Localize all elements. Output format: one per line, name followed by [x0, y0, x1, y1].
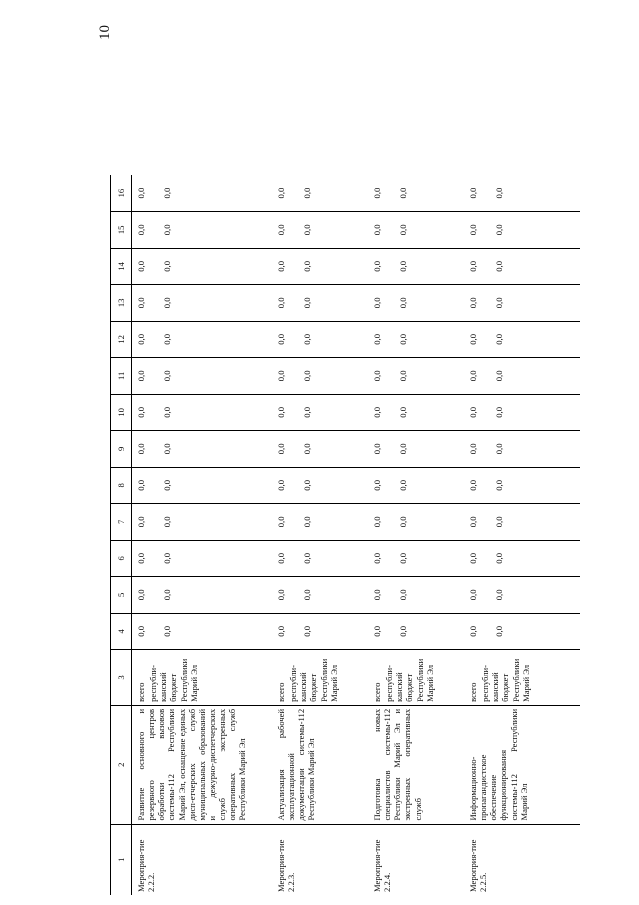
rotated-table-wrapper [110, 175, 565, 895]
budget-value: 0,0 [494, 552, 505, 564]
value-cell [132, 248, 273, 285]
source-total-label: всего [468, 682, 478, 702]
value-cell [464, 431, 580, 468]
budget-value: 0,0 [162, 333, 173, 345]
value-cell [272, 431, 368, 468]
total-value: 0,0 [276, 443, 286, 455]
budget-value: 0,0 [162, 516, 173, 528]
total-value: 0,0 [276, 625, 286, 637]
budget-value: 0,0 [162, 625, 173, 637]
column-header: 13 [111, 285, 132, 322]
value-cell [272, 248, 368, 285]
column-header: 4 [111, 613, 132, 650]
budget-value: 0,0 [302, 625, 313, 637]
value-cell [132, 358, 273, 395]
total-value: 0,0 [276, 333, 286, 345]
value-cell [368, 212, 464, 249]
total-value: 0,0 [372, 516, 382, 528]
column-header: 3 [111, 650, 132, 706]
value-cell [464, 321, 580, 358]
total-value: 0,0 [136, 516, 146, 528]
budget-value: 0,0 [162, 406, 173, 418]
value-cell [368, 248, 464, 285]
total-value: 0,0 [136, 443, 146, 455]
budget-value: 0,0 [398, 260, 409, 272]
total-value: 0,0 [372, 406, 382, 418]
total-value: 0,0 [276, 406, 286, 418]
column-header: 2 [111, 705, 132, 824]
budget-value: 0,0 [302, 479, 313, 491]
column-header: 7 [111, 504, 132, 541]
value-cell [368, 467, 464, 504]
value-cell [368, 504, 464, 541]
value-cell [132, 540, 273, 577]
budget-value: 0,0 [398, 406, 409, 418]
column-header: 8 [111, 467, 132, 504]
total-value: 0,0 [468, 370, 478, 382]
budget-value: 0,0 [398, 479, 409, 491]
measure-code: Мероприя-тие 2.2.5. [468, 839, 489, 892]
budget-value: 0,0 [162, 187, 173, 199]
column-header: 6 [111, 540, 132, 577]
value-cell [272, 504, 368, 541]
value-cell [132, 431, 273, 468]
budget-value: 0,0 [302, 589, 313, 601]
total-value: 0,0 [372, 370, 382, 382]
budget-value: 0,0 [398, 224, 409, 236]
source-total-label: всего [372, 682, 382, 702]
total-value: 0,0 [136, 224, 146, 236]
budget-value: 0,0 [302, 187, 313, 199]
value-cell [368, 358, 464, 395]
value-cell [272, 358, 368, 395]
value-cell [132, 175, 273, 212]
total-value: 0,0 [468, 552, 478, 564]
measure-code: Мероприя-тие 2.2.4. [372, 839, 393, 892]
total-value: 0,0 [276, 589, 286, 601]
funding-source [464, 650, 580, 706]
value-cell [368, 175, 464, 212]
total-value: 0,0 [468, 589, 478, 601]
budget-value: 0,0 [302, 443, 313, 455]
budget-value: 0,0 [494, 443, 505, 455]
value-cell [464, 358, 580, 395]
budget-value: 0,0 [494, 333, 505, 345]
total-value: 0,0 [372, 479, 382, 491]
budget-value: 0,0 [494, 625, 505, 637]
budget-value: 0,0 [302, 552, 313, 564]
budget-value: 0,0 [162, 224, 173, 236]
budget-value: 0,0 [162, 552, 173, 564]
total-value: 0,0 [468, 224, 478, 236]
budget-value: 0,0 [162, 260, 173, 272]
column-header: 12 [111, 321, 132, 358]
total-value: 0,0 [372, 443, 382, 455]
source-budget-label: республи-канский бюджет Республики Марий Эл [384, 658, 435, 702]
value-cell [272, 467, 368, 504]
column-header: 16 [111, 175, 132, 212]
budget-value: 0,0 [398, 625, 409, 637]
budget-value: 0,0 [494, 516, 505, 528]
total-value: 0,0 [136, 479, 146, 491]
measure-code: Мероприя-тие 2.2.3. [276, 839, 297, 892]
table-row [464, 175, 580, 895]
value-cell [464, 613, 580, 650]
budget-value: 0,0 [398, 443, 409, 455]
total-value: 0,0 [276, 370, 286, 382]
table-row [368, 175, 464, 895]
total-value: 0,0 [276, 260, 286, 272]
total-value: 0,0 [136, 552, 146, 564]
value-cell [464, 540, 580, 577]
total-value: 0,0 [276, 479, 286, 491]
funding-source [272, 650, 368, 706]
value-cell [272, 540, 368, 577]
funding-source [132, 650, 273, 706]
value-cell [464, 175, 580, 212]
source-total-label: всего [276, 682, 286, 702]
column-header: 9 [111, 431, 132, 468]
value-cell [132, 467, 273, 504]
measure-description: Информационно-пропагандистское обеспечение функционирования системы-112 Республики Марий Эл [464, 705, 580, 824]
total-value: 0,0 [468, 187, 478, 199]
budget-table [110, 175, 580, 895]
value-cell [368, 285, 464, 322]
budget-value: 0,0 [494, 187, 505, 199]
total-value: 0,0 [372, 260, 382, 272]
budget-value: 0,0 [494, 297, 505, 309]
total-value: 0,0 [468, 406, 478, 418]
column-header: 15 [111, 212, 132, 249]
value-cell [272, 212, 368, 249]
column-header: 14 [111, 248, 132, 285]
table-row [272, 175, 368, 895]
value-cell [132, 212, 273, 249]
value-cell [272, 613, 368, 650]
value-cell [132, 321, 273, 358]
total-value: 0,0 [372, 187, 382, 199]
source-budget-label: республи-канский бюджет Республики Марий Эл [288, 658, 339, 702]
budget-value: 0,0 [302, 370, 313, 382]
header-row [111, 175, 132, 895]
source-budget-label: республи-канский бюджет Республики Марий Эл [148, 658, 199, 702]
value-cell [272, 175, 368, 212]
measure-description: Актуализация рабочей эксплуатационной документации системы-112 Республики Марий Эл [272, 705, 368, 824]
total-value: 0,0 [136, 589, 146, 601]
value-cell [464, 504, 580, 541]
budget-value: 0,0 [398, 370, 409, 382]
total-value: 0,0 [136, 406, 146, 418]
column-header: 10 [111, 394, 132, 431]
budget-value: 0,0 [398, 297, 409, 309]
value-cell [368, 540, 464, 577]
budget-value: 0,0 [162, 370, 173, 382]
column-header: 5 [111, 577, 132, 614]
budget-value: 0,0 [494, 370, 505, 382]
total-value: 0,0 [372, 333, 382, 345]
total-value: 0,0 [372, 552, 382, 564]
budget-value: 0,0 [398, 516, 409, 528]
value-cell [464, 467, 580, 504]
total-value: 0,0 [276, 516, 286, 528]
budget-value: 0,0 [162, 443, 173, 455]
measure-code: Мероприя-тие 2.2.2. [136, 839, 157, 892]
value-cell [132, 504, 273, 541]
value-cell [132, 394, 273, 431]
column-header: 1 [111, 824, 132, 895]
budget-value: 0,0 [302, 333, 313, 345]
value-cell [272, 577, 368, 614]
budget-value: 0,0 [494, 589, 505, 601]
budget-value: 0,0 [494, 224, 505, 236]
value-cell [368, 394, 464, 431]
budget-value: 0,0 [162, 589, 173, 601]
budget-value: 0,0 [302, 406, 313, 418]
total-value: 0,0 [372, 589, 382, 601]
budget-value: 0,0 [494, 406, 505, 418]
value-cell [368, 321, 464, 358]
total-value: 0,0 [276, 187, 286, 199]
total-value: 0,0 [276, 224, 286, 236]
budget-value: 0,0 [494, 479, 505, 491]
total-value: 0,0 [468, 297, 478, 309]
budget-value: 0,0 [398, 552, 409, 564]
value-cell [464, 212, 580, 249]
source-budget-label: республи-канский бюджет Республики Марий Эл [480, 658, 531, 702]
total-value: 0,0 [276, 297, 286, 309]
total-value: 0,0 [136, 333, 146, 345]
value-cell [464, 577, 580, 614]
budget-value: 0,0 [494, 260, 505, 272]
budget-value: 0,0 [398, 589, 409, 601]
value-cell [368, 431, 464, 468]
page-number: 10 [97, 25, 113, 40]
measure-description: Подготовка новых специалистов системы-112 Республики Марий Эл и экстренных оперативных служб [368, 705, 464, 824]
measure-description: Развитие основного и резервного центров обработки вызовов системы-112 Республики Марий Эл, оснащение единых дисп-етчерских служб муниципальных образований и дежурно-диспетчерских служб экстренных оперативных служб Республики Марий Эл [132, 705, 273, 824]
value-cell [368, 613, 464, 650]
value-cell [464, 248, 580, 285]
total-value: 0,0 [468, 516, 478, 528]
total-value: 0,0 [136, 260, 146, 272]
total-value: 0,0 [372, 224, 382, 236]
total-value: 0,0 [276, 552, 286, 564]
total-value: 0,0 [468, 333, 478, 345]
total-value: 0,0 [468, 479, 478, 491]
budget-value: 0,0 [302, 224, 313, 236]
value-cell [272, 285, 368, 322]
budget-value: 0,0 [162, 479, 173, 491]
value-cell [464, 285, 580, 322]
budget-value: 0,0 [398, 333, 409, 345]
budget-value: 0,0 [302, 297, 313, 309]
source-total-label: всего [136, 682, 146, 702]
total-value: 0,0 [136, 297, 146, 309]
value-cell [132, 577, 273, 614]
total-value: 0,0 [136, 625, 146, 637]
total-value: 0,0 [468, 260, 478, 272]
value-cell [132, 613, 273, 650]
table-row [132, 175, 273, 895]
budget-value: 0,0 [302, 260, 313, 272]
budget-value: 0,0 [162, 297, 173, 309]
total-value: 0,0 [136, 187, 146, 199]
value-cell [368, 577, 464, 614]
value-cell [272, 394, 368, 431]
value-cell [132, 285, 273, 322]
total-value: 0,0 [372, 625, 382, 637]
total-value: 0,0 [468, 443, 478, 455]
total-value: 0,0 [372, 297, 382, 309]
budget-value: 0,0 [398, 187, 409, 199]
total-value: 0,0 [468, 625, 478, 637]
value-cell [464, 394, 580, 431]
total-value: 0,0 [136, 370, 146, 382]
value-cell [272, 321, 368, 358]
budget-value: 0,0 [302, 516, 313, 528]
column-header: 11 [111, 358, 132, 395]
funding-source [368, 650, 464, 706]
